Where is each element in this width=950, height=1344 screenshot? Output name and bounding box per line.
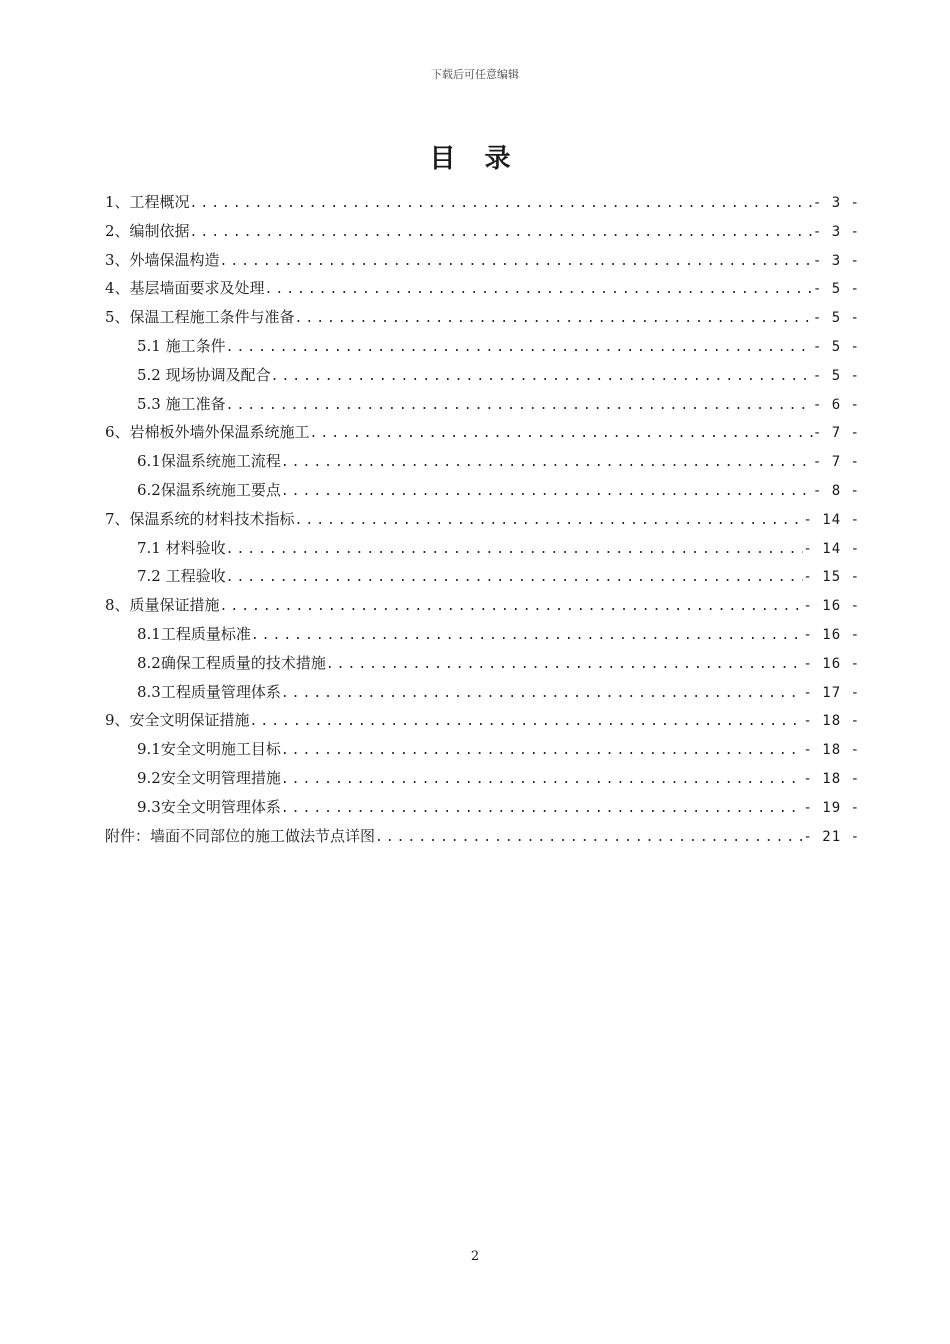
toc-entry-title: 5.1 施工条件	[137, 336, 226, 355]
toc-dot-leader	[281, 737, 804, 764]
toc-entry[interactable]	[105, 361, 860, 390]
toc-entry-title: 5.3 施工准备	[137, 394, 226, 413]
toc-entry-page: - 17 -	[803, 684, 860, 701]
toc-dot-leader	[271, 363, 813, 390]
toc-entry[interactable]	[105, 332, 860, 361]
toc-entry[interactable]	[105, 793, 860, 822]
toc-entry-page: - 16 -	[803, 655, 860, 672]
toc-entry-title: 7.2 工程验收	[137, 567, 226, 586]
toc-entry[interactable]	[105, 591, 860, 620]
toc-entry[interactable]	[105, 476, 860, 505]
toc-entry[interactable]	[105, 188, 860, 217]
toc-dot-leader	[281, 680, 804, 707]
toc-entry[interactable]	[105, 505, 860, 534]
toc-entry-title: 9.3安全文明管理体系	[137, 797, 281, 816]
toc-entry[interactable]	[105, 562, 860, 591]
page-number: 2	[470, 1249, 480, 1264]
toc-entry-page: - 5 -	[812, 281, 860, 298]
toc-dot-leader	[226, 392, 813, 419]
toc-entry-page: - 18 -	[803, 713, 860, 730]
toc-entry-title: 9.2安全文明管理措施	[137, 768, 281, 787]
toc-entry-title: 2、编制依据	[105, 221, 190, 240]
toc-entry-page: - 6 -	[812, 396, 860, 413]
toc-entry-page: - 21 -	[803, 828, 860, 845]
toc-entry-page: - 8 -	[812, 482, 860, 499]
toc-dot-leader	[375, 824, 803, 851]
toc-entry-page: - 5 -	[812, 310, 860, 327]
toc-entry-page: - 18 -	[803, 742, 860, 759]
toc-dot-leader	[281, 795, 804, 822]
toc-entry-title: 9、安全文明保证措施	[105, 711, 250, 730]
toc-entry-title: 5、保温工程施工条件与准备	[105, 308, 295, 327]
table-of-contents	[105, 188, 860, 850]
toc-entry-page: - 18 -	[803, 770, 860, 787]
toc-entry[interactable]	[105, 390, 860, 419]
toc-entry[interactable]	[105, 764, 860, 793]
toc-entry-title: 1、工程概况	[105, 193, 190, 211]
toc-entry[interactable]	[105, 274, 860, 303]
toc-entry-title: 3、外墙保温构造	[105, 250, 220, 269]
toc-dot-leader	[226, 564, 804, 591]
toc-entry[interactable]	[105, 217, 860, 246]
toc-dot-leader	[281, 478, 813, 505]
toc-entry-page: - 3 -	[812, 223, 860, 240]
toc-entry-title: 7、保温系统的材料技术指标	[105, 509, 295, 528]
toc-entry-title: 8.2确保工程质量的技术措施	[137, 653, 326, 672]
toc-entry-title: 9.1安全文明施工目标	[137, 740, 281, 759]
toc-entry[interactable]	[105, 303, 860, 332]
toc-entry-title: 7.1 材料验收	[137, 538, 226, 557]
toc-entry-page: - 14 -	[803, 511, 860, 528]
header-note: 下载后可任意编辑	[431, 68, 519, 81]
toc-entry-page: - 3 -	[812, 195, 860, 211]
toc-entry-page: - 15 -	[803, 569, 860, 586]
toc-entry-title: 4、基层墙面要求及处理	[105, 279, 265, 298]
toc-entry[interactable]	[105, 620, 860, 649]
toc-entry[interactable]	[105, 418, 860, 447]
toc-entry-page: - 7 -	[812, 425, 860, 442]
toc-entry-title: 6.2保温系统施工要点	[137, 480, 281, 499]
toc-entry-title: 5.2 现场协调及配合	[137, 365, 271, 384]
toc-entry-title: 6.1保温系统施工流程	[137, 452, 281, 471]
toc-dot-leader	[295, 305, 813, 332]
page-title: 目 录	[429, 144, 521, 174]
toc-entry-title: 8、质量保证措施	[105, 596, 220, 615]
toc-dot-leader	[281, 766, 804, 793]
toc-entry-page: - 19 -	[803, 799, 860, 816]
toc-entry[interactable]	[105, 706, 860, 735]
toc-entry[interactable]	[105, 246, 860, 275]
toc-entry-page: - 16 -	[803, 598, 860, 615]
toc-entry-title: 8.3工程质量管理体系	[137, 682, 281, 701]
toc-dot-leader	[295, 507, 804, 534]
toc-dot-leader	[250, 708, 804, 735]
toc-dot-leader	[226, 536, 804, 563]
toc-entry-title: 8.1工程质量标准	[137, 624, 251, 643]
toc-entry-page: - 5 -	[812, 367, 860, 384]
toc-dot-leader	[326, 651, 804, 678]
toc-dot-leader	[265, 276, 813, 303]
toc-entry[interactable]	[105, 447, 860, 476]
toc-dot-leader	[310, 420, 813, 447]
toc-entry-page: - 16 -	[803, 626, 860, 643]
toc-dot-leader	[226, 334, 813, 361]
toc-dot-leader	[220, 593, 804, 620]
toc-entry-title: 附件：墙面不同部位的施工做法节点详图	[105, 826, 376, 845]
toc-dot-leader	[190, 219, 813, 246]
toc-entry[interactable]	[105, 822, 860, 851]
toc-entry[interactable]	[105, 534, 860, 563]
toc-dot-leader	[251, 622, 804, 649]
toc-entry-page: - 7 -	[812, 454, 860, 471]
toc-entry-page: - 14 -	[803, 540, 860, 557]
toc-dot-leader	[190, 190, 813, 217]
toc-entry[interactable]	[105, 678, 860, 707]
toc-dot-leader	[220, 248, 813, 275]
toc-entry[interactable]	[105, 649, 860, 678]
toc-entry[interactable]	[105, 735, 860, 764]
toc-entry-page: - 3 -	[812, 252, 860, 269]
toc-entry-title: 6、岩棉板外墙外保温系统施工	[105, 423, 310, 442]
toc-dot-leader	[281, 449, 813, 476]
toc-entry-page: - 5 -	[812, 338, 860, 355]
